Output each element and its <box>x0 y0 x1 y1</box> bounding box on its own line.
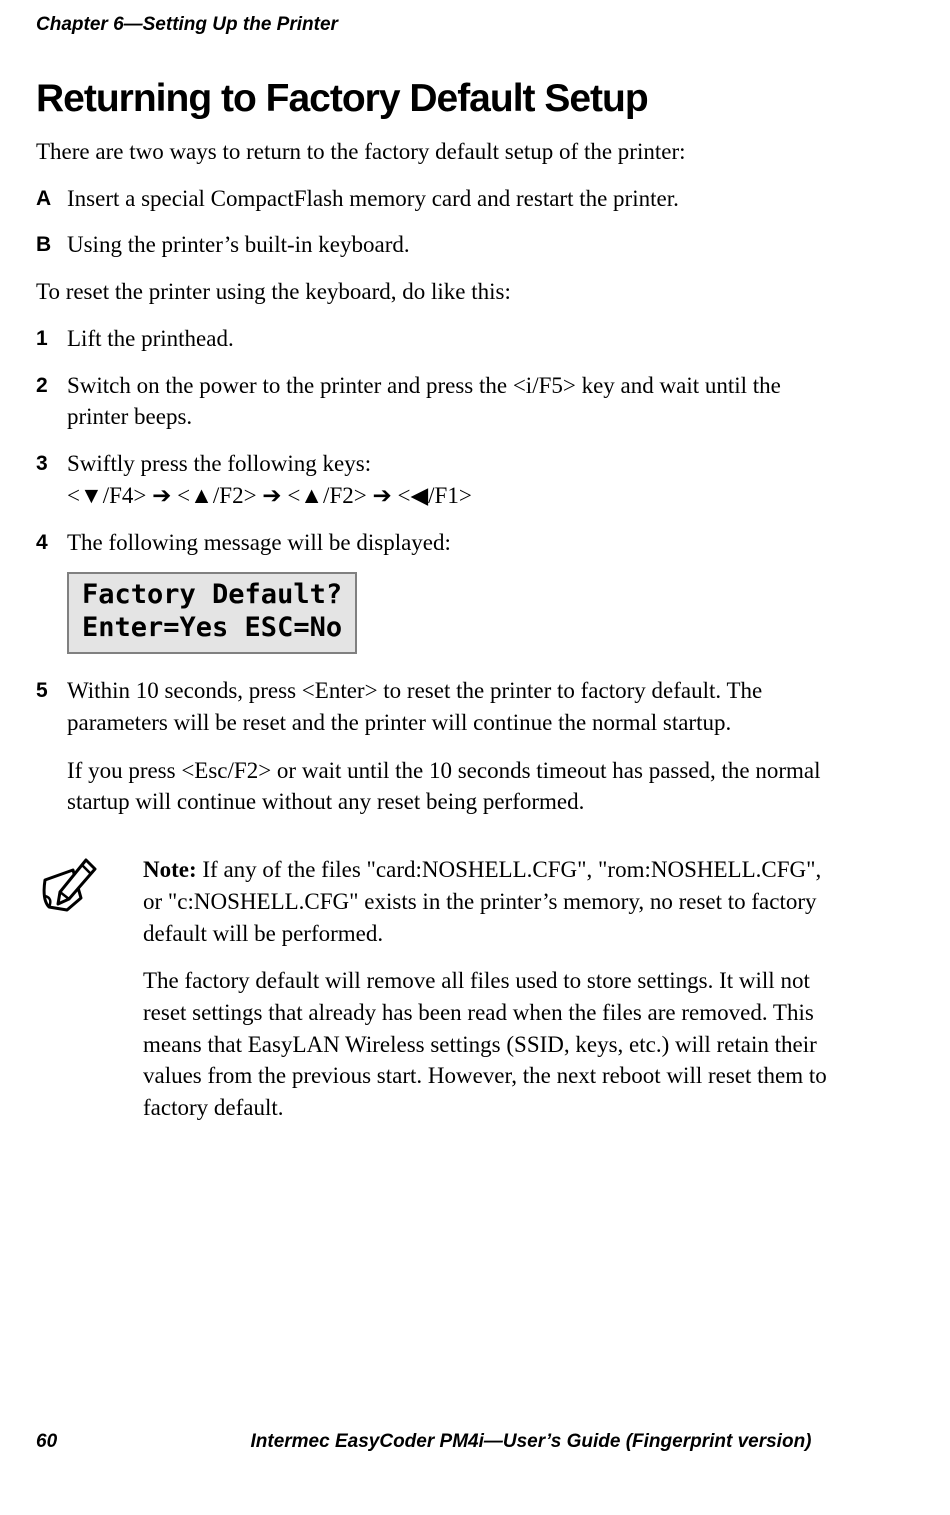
step-5 <box>36 675 838 818</box>
step-text <box>67 675 838 818</box>
step-2 <box>36 370 838 433</box>
item-text: Insert a special CompactFlash memory card and restart the printer. <box>67 185 679 211</box>
lcd-display-wrap <box>67 572 838 654</box>
step-text-line: Within 10 seconds, press <Enter> to reset the printer to factory default. The parameters will be reset and the printer will continue the normal startup. <box>67 678 763 735</box>
step-number: 3 <box>36 452 48 476</box>
step-number: 4 <box>36 530 48 554</box>
item-label: B <box>36 233 52 257</box>
item-text: Using the printer’s built-in keyboard. <box>67 232 410 258</box>
page-title: Returning to Factory Default Setup <box>36 77 648 120</box>
intro-paragraph: There are two ways to return to the factory default setup of the printer: <box>36 138 686 164</box>
step-number: 5 <box>36 679 48 703</box>
page-number: 60 <box>36 1431 58 1452</box>
note-label: Note: <box>143 857 197 883</box>
step-text: The following message will be displayed: <box>67 529 451 555</box>
step-text: Switch on the power to the printer and press the <i/F5> key and wait until the printer beeps. <box>67 372 781 430</box>
item-label: A <box>36 186 52 210</box>
note-paragraph-1 <box>143 854 838 949</box>
chapter-header: Chapter 6—Setting Up the Printer <box>36 14 338 35</box>
lcd-line-1: Factory Default? <box>82 579 343 611</box>
keyboard-intro-paragraph: To reset the printer using the keyboard, do like this: <box>36 279 511 305</box>
note-icon-column <box>36 854 143 1124</box>
lcd-line-2: Enter=Yes ESC=No <box>82 612 343 644</box>
step-number: 2 <box>36 373 48 397</box>
step-number: 1 <box>36 326 48 350</box>
note-paragraph-2: The factory default will remove all files used to store settings. It will not reset settings that already has been read when the files are removed. This means that EasyLAN Wireless settings (SSID, keys, etc.) will retain their values from the previous start. However, the next reboot will reset them to factory default. <box>143 968 827 1121</box>
page-footer <box>36 1431 838 1457</box>
lcd-display <box>67 572 357 654</box>
note-block <box>36 854 838 1124</box>
step-text <box>67 448 838 511</box>
lettered-item-a <box>36 183 838 215</box>
note-text: If any of the files "card:NOSHELL.CFG", "rom:NOSHELL.CFG", or "c:NOSHELL.CFG" exists in the printer’s memory, no reset to factory default will be performed. <box>143 857 822 946</box>
step-3 <box>36 448 838 511</box>
step-1 <box>36 323 838 355</box>
footer-document-title: Intermec EasyCoder PM4i—User’s Guide (Fingerprint version) <box>250 1431 812 1452</box>
pencil-note-icon <box>36 856 98 922</box>
key-sequence: <▼/F4> ➔ <▲/F2> ➔ <▲/F2> ➔ <◀/F1> <box>67 482 472 508</box>
lettered-item-b <box>36 229 838 261</box>
note-text-column <box>143 854 838 1124</box>
step-followup-paragraph: If you press <Esc/F2> or wait until the 10 seconds timeout has passed, the normal startup will continue without any reset being performed. <box>67 757 821 815</box>
step-text-line: Swiftly press the following keys: <box>67 451 372 477</box>
step-4 <box>36 527 838 559</box>
step-text: Lift the printhead. <box>67 325 234 351</box>
